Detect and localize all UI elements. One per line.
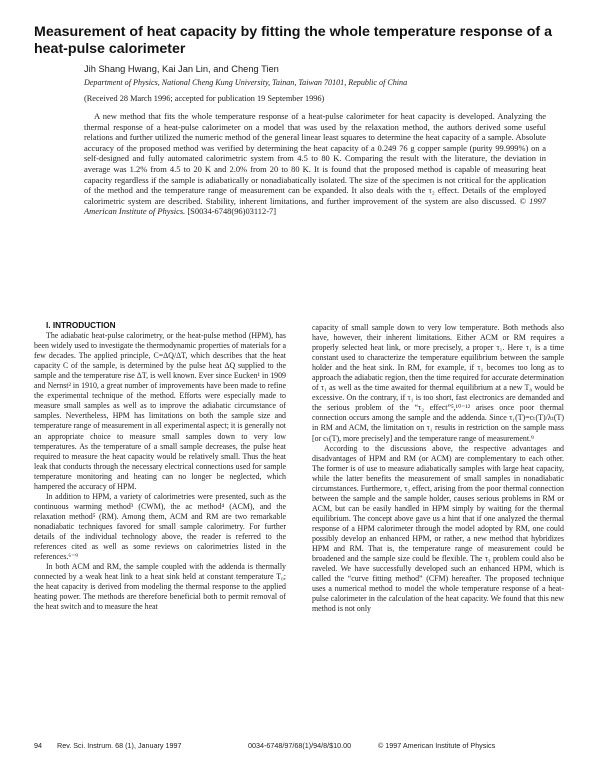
paragraph: In both ACM and RM, the sample coupled with the addenda is thermally connected by a weak heat link to a heat sink held at constant temperature T₀; the heat capacity is derived from modeling the thermal response to the applied heating power. The methods are therefore beneficial both to permit removal of the heat switch and to measure the heat <box>34 562 286 612</box>
page-number: 94 <box>34 741 42 750</box>
paper-title: Measurement of heat capacity by fitting the whole temperature response of a heat-pulse calorimeter <box>34 24 552 57</box>
paragraph: In addition to HPM, a variety of calorimetries were presented, such as the continuous warming method³ (CWM), the ac method⁴ (ACM), and the relaxation method⁵ (RM). Among them, ACM and RM are two remarkable nonadiabatic techniques favored for small sample calorimetry. For further details of the individual technology above, the reader is referred to the references cited as well as some reviews on calorimetries listed in the references.⁶⁻⁹ <box>34 491 286 562</box>
article-code: 0034-6748/97/68(1)/94/8/$10.00 <box>248 741 352 750</box>
footer-copyright: © 1997 American Institute of Physics <box>378 741 496 750</box>
author-list: Jih Shang Hwang, Kai Jan Lin, and Cheng Tien <box>84 64 279 74</box>
abstract-copyright: © 1997 American Institute of Physics. <box>84 195 547 217</box>
paragraph: capacity of small sample down to very low temperature. Both methods also have, however, their inherent limitations. Either ACM or RM requires a properly selected heat link, or more precisely, a proper τ₁. Here τ₁ is a time constant used to characterize the temperature equilibrium between the sample holder and the heat sink. In RM, for example, if τ₁ becomes too long as to approach the adiabatic region, then the time required for accurate determination of τ₁ as well as the time awaited for thermal equilibrium at a new T₀ would be excessive. On the contrary, if τ₁ is too short, fast electronics are demanded and the serious problem of the “τ₂ effect”⁵,¹⁰⁻¹² arises once poor thermal connection occurs among the sample and the addenda. Since τ₁(T)=cₜ(T)/λₜ(T) in RM and ACM, the limitation on τ₁ results in restriction on the sample mass [or cₜ(T), more precisely] and the temperature range of measurement.⁹ <box>312 323 564 443</box>
page-footer <box>34 741 554 753</box>
paragraph: According to the discussions above, the respective advantages and disadvantages of HPM and RM (or ACM) are complementary to each other. The former is of use to measure adiabatically samples with large heat capacity, while the latter benefits the measurement of small samples in nonadiabatic circumstances. Furthermore, τ₂ effect, arising from the poor thermal connection between the sample and the sample holder, causes serious problems in RM or ACM, but can be easily handled in HPM simply by waiting for the thermal equilibrium. The concept above gave us a hint that if one analyzed the thermal response of a HPM calorimeter through the model adopted by RM, one could possibly develop an enhanced HPM, or rather, a new method that hybridizes HPM and RM. That is, the temperature range of measurement could be broadened and the sample size could be flexible. The τ₂ problem could also be raveled. We have successfully developed such an enhanced HPM, which is called the “curve fitting method” (CFM) hereafter. The proposed technique uses a numerical method to model the whole temperature response of a heat-pulse calorimeter in the calculation of the heat capacity. We found that this new method is not only <box>312 443 564 614</box>
abstract-code: [S0034-6748(96)03112-7] <box>187 206 277 217</box>
right-column <box>312 323 564 614</box>
abstract-text: A new method that fits the whole temperature response of a heat-pulse calorimeter for heat capacity is developed. Analyzing the thermal response of a heat-pulse calorimeter on a model that was used by the relaxation method, the authors derived some useful relations and further utilized the numeric method of the general linear least squares to determine the heat capacity of a sample. Absolute accuracy of the proposed method was verified by determining the heat capacity of a 0.249 76 g copper sample (purity 99.999%) on a self-designed and fully automated calorimetric system from 4.5 to 80 K. Comparing the result with the literature, the deviation in average was 1.2% from 4.5 to 20 K and 2.0% from 20 to 80 K. It is found that the proposed method is capable of measuring heat capacity regardless if the sample is adiabatically or nonadiabatically isolated. The size of the specimen is not critical for the application of the method and the temperature range of measurement can be expanded. It also deals with the τ₂ effect. Details of the employed calorimetric system are described. Stability, inherent limitations, and further improvement of the system are also discussed. <box>84 111 546 206</box>
affiliation: Department of Physics, National Cheng Kung University, Tainan, Taiwan 70101, Republic of China <box>84 78 408 87</box>
section-heading: I. INTRODUCTION <box>46 321 116 330</box>
journal-citation: Rev. Sci. Instrum. 68 (1), January 1997 <box>57 741 182 750</box>
left-column <box>34 321 286 612</box>
paragraph: The adiabatic heat-pulse calorimetry, or the heat-pulse method (HPM), has been widely used to investigate the thermodynamic properties of materials for a few decades. The applied principle, C=ΔQ/ΔT, which describes that the heat capacity C of the sample, is determined by the pulse heat ΔQ supplied to the sample and the temperature rise ΔT, is well known. Ever since Eucken¹ in 1909 and Nernst² in 1910, a great number of improvements have been made to refine the experimental technique of the method. Efforts were especially made to measure small samples as well as to improve the adiabatic circumstance of samples. Nevertheless, HPM has limitations on both the sample size and temperature range of measurement in all experimental aspect; it is generally not an appropriate choice to measure small samples down to very low temperatures. As the temperature of a small sample decreases, the pulse heat required to measure the heat capacity would be relatively small. Thus the heat leak that conducts through the necessary electrical connections used for sample temperature monitoring and heating can no longer be neglected, which hampered the accuracy of HPM. <box>34 331 286 491</box>
received-dates: (Received 28 March 1996; accepted for publication 19 September 1996) <box>84 94 325 103</box>
abstract <box>84 111 546 217</box>
